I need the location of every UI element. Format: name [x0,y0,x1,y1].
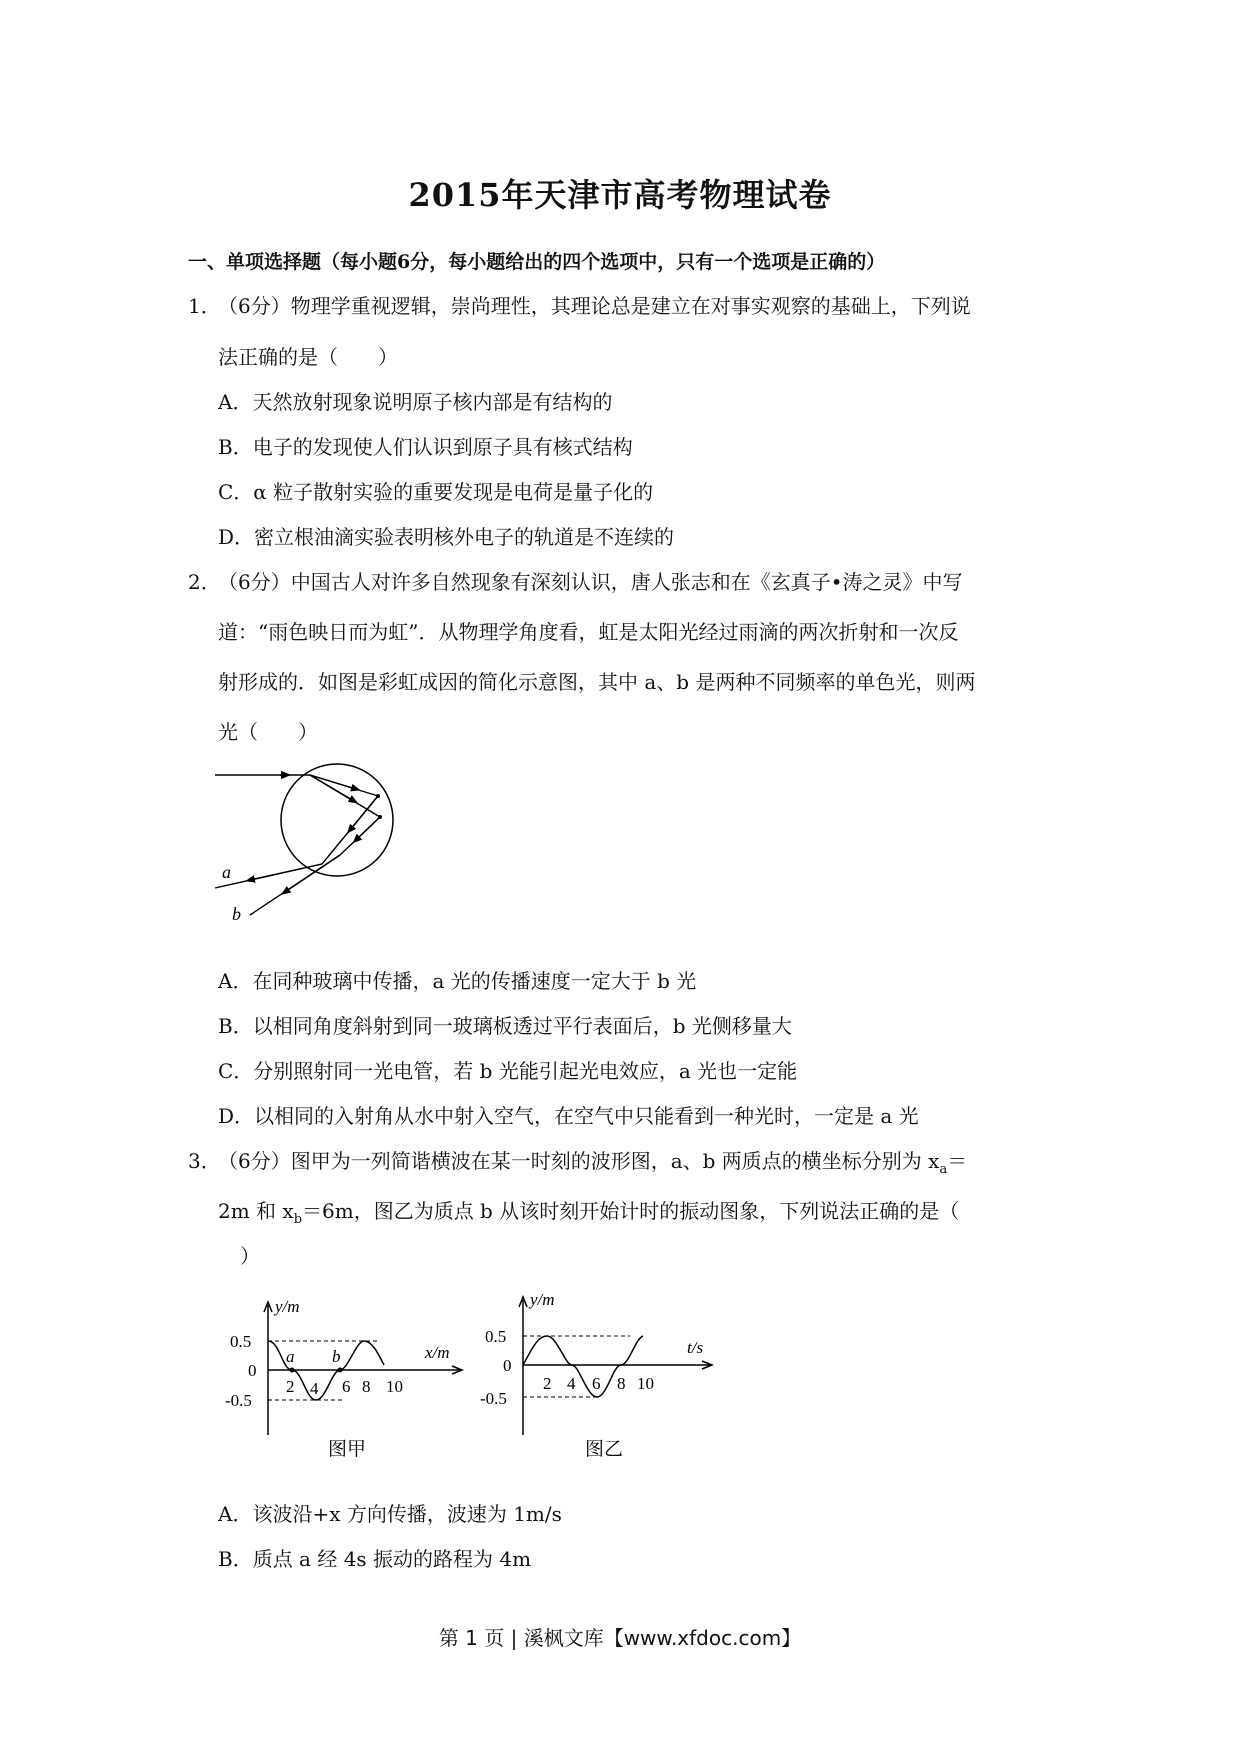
question-text: （6分）中国古人对许多自然现象有深刻认识，唐人张志和在《玄真子•涛之灵》中写 [218,570,963,594]
x-axis-label: x/m [425,1343,450,1362]
option-b: B．以相同角度斜射到同一玻璃板透过平行表面后，b 光侧移量大 [218,1014,792,1038]
t-tick: 10 [637,1374,654,1393]
x-tick: 2 [286,1377,295,1396]
x-tick: 6 [342,1377,351,1396]
ray-a-label: a [222,862,231,882]
question-number: 2． [188,570,221,594]
option-a: A．该波沿+x 方向传播，波速为 1m/s [218,1502,562,1526]
y-tick: 0 [248,1361,257,1380]
point-a-label: a [286,1347,295,1366]
figure-yi-vibration-graph [475,1285,725,1465]
figure-jia-wave-graph [220,1290,480,1465]
y-tick: -0.5 [225,1391,252,1410]
x-tick: 4 [310,1379,319,1398]
question-text: （6分）图甲为一列简谐横波在某一时刻的波形图，a、b 两质点的横坐标分别为 $x_a=$ [218,1149,968,1177]
question-text: 光（ ） [218,720,318,744]
figure-caption: 图乙 [585,1439,624,1460]
x-tick: 10 [386,1377,403,1396]
option-d: D．以相同的入射角从水中射入空气，在空气中只能看到一种光时，一定是 a 光 [218,1104,919,1128]
page-footer: 第 1 页 | 溪枫文库【www.xfdoc.com】 [438,1626,802,1650]
y-tick: 0 [503,1356,512,1375]
rainbow-diagram [210,760,440,930]
x-axis-label: t/s [687,1338,704,1357]
t-tick: 8 [617,1374,626,1393]
page-title: 2015年天津市高考物理试卷 [408,176,832,214]
option-b: B．电子的发现使人们认识到原子具有核式结构 [218,435,633,459]
question-text: 法正确的是（ ） [218,345,398,369]
t-tick: 6 [592,1374,601,1393]
section-heading: 一、单项选择题（每小题6分，每小题给出的四个选项中，只有一个选项是正确的） [188,251,886,273]
t-tick: 2 [543,1374,552,1393]
question-text: ） [240,1244,260,1268]
option-c: C．分别照射同一光电管，若 b 光能引起光电效应，a 光也一定能 [218,1059,798,1083]
option-b: B．质点 a 经 4s 振动的路程为 4m [218,1547,532,1571]
question-text: 2m 和 $x_b=6m$，图乙为质点 b 从该时刻开始计时的振动图象，下列说法正确的是（ [218,1199,960,1227]
question-number: 1． [188,294,221,318]
question-text: 道：“雨色映日而为虹”．从物理学角度看，虹是太阳光经过雨滴的两次折射和一次反 [218,620,959,644]
option-a: A．在同种玻璃中传播，a 光的传播速度一定大于 b 光 [218,969,697,993]
point-b-label: b [332,1347,341,1366]
t-tick: 4 [567,1374,576,1393]
y-tick: -0.5 [480,1389,507,1408]
y-tick: 0.5 [485,1327,507,1346]
option-d: D．密立根油滴实验表明核外电子的轨道是不连续的 [218,525,675,549]
figure-caption: 图甲 [328,1439,367,1460]
option-a: A．天然放射现象说明原子核内部是有结构的 [218,390,613,414]
ray-b-label: b [232,904,241,924]
question-text: 射形成的．如图是彩虹成因的简化示意图，其中 a、b 是两种不同频率的单色光，则两 [218,670,976,694]
question-text: （6分）物理学重视逻辑，崇尚理性，其理论总是建立在对事实观察的基础上，下列说 [218,294,971,318]
y-tick: 0.5 [230,1332,252,1351]
y-axis-label: y/m [530,1290,555,1309]
x-tick: 8 [362,1377,371,1396]
y-axis-label: y/m [275,1297,300,1316]
option-c: C．α 粒子散射实验的重要发现是电荷是量子化的 [218,480,654,504]
question-number: 3． [188,1149,221,1173]
